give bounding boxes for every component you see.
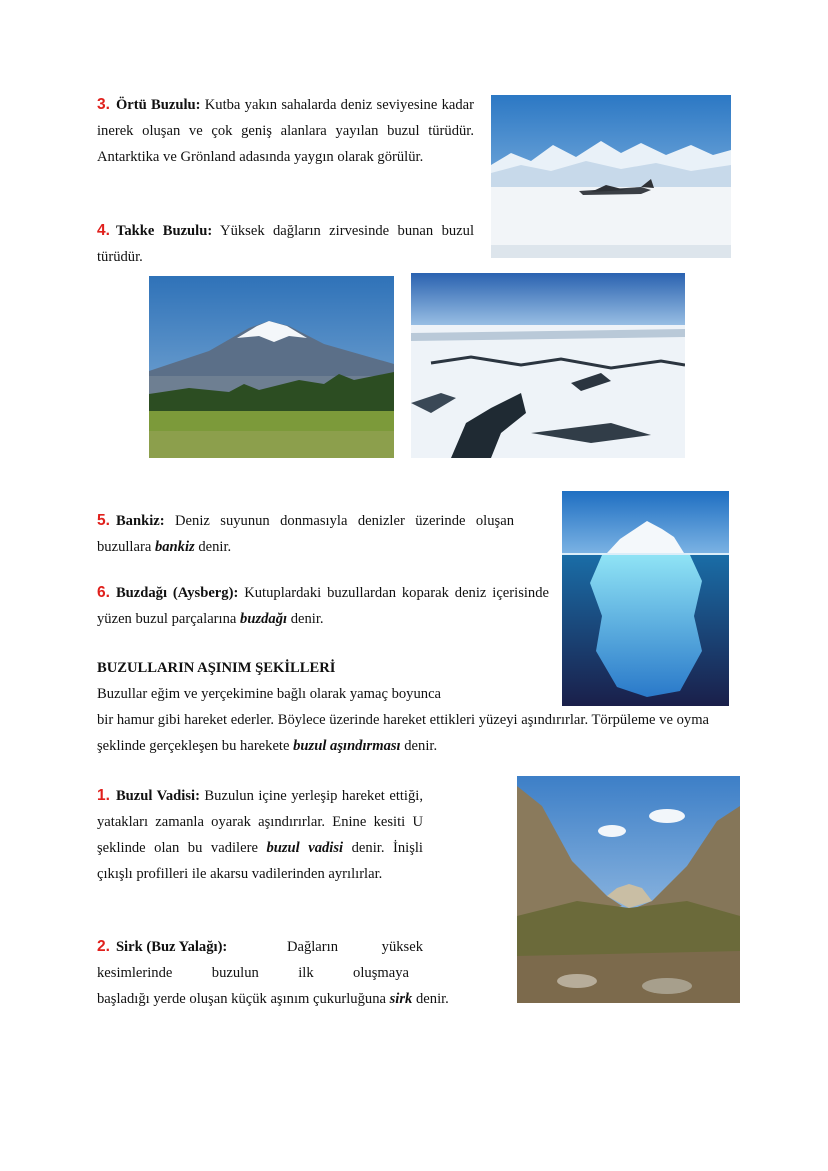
photo-sea-ice <box>411 273 685 458</box>
sirk-word: ilk <box>298 965 314 981</box>
section-term: Buzul Vadisi: <box>115 788 200 804</box>
section-takke-buzulu <box>97 218 474 270</box>
section-term: Bankiz: <box>115 513 165 529</box>
section-text: Deniz suyunun donmasıyla denizler üzerinde oluşan buzullara <box>97 513 514 555</box>
paragraph-line <box>97 733 747 759</box>
section-buzul-vadisi <box>97 783 423 887</box>
section-text: Kutuplardaki buzullardan koparak deniz içerisinde yüzen buzul parçalarına <box>97 585 550 627</box>
section-term: Takke Buzulu: <box>115 223 213 239</box>
section-ortu-buzulu <box>97 92 474 170</box>
section-number: 2. <box>97 938 110 955</box>
paragraph-text: şeklinde gerçekleşen bu harekete <box>97 738 294 754</box>
section-emphasis: bankiz <box>154 539 195 555</box>
photo-ice-sheet-aircraft <box>491 95 731 258</box>
section-emphasis: buzul aşındırması <box>293 738 401 754</box>
section-text-end: denir. <box>194 539 232 555</box>
sirk-line-3 <box>97 986 474 1012</box>
sirk-line-1 <box>97 934 423 960</box>
section-bankiz <box>97 508 514 560</box>
section-text: Kutba yakın sahalarda deniz seviyesine kadar inerek oluşan ve çok geniş alanlara yayılan buzul türüdür. Antarktika ve Grönland adasında yaygın olarak görülür. <box>97 97 474 165</box>
paragraph-line: Buzullar eğim ve yerçekimine bağlı olarak yamaç boyunca <box>97 686 442 702</box>
section-text-end: denir. <box>287 611 324 627</box>
sirk-word: kesimlerinde <box>97 965 173 981</box>
section-text-end: denir. İnişli çıkışlı profilleri ile akarsu vadilerinden ayrılırlar. <box>97 840 423 882</box>
section-heading: BUZULLARIN AŞINIM ŞEKİLLERİ <box>97 660 336 676</box>
section-term: Sirk (Buz Yalağı): <box>115 939 228 955</box>
section-emphasis: buzdağı <box>240 611 288 627</box>
section-asinim <box>97 655 747 759</box>
section-term: Buzdağı (Aysberg): <box>115 585 239 601</box>
section-number: 5. <box>97 512 110 529</box>
paragraph-text-end: denir. <box>400 738 438 754</box>
photo-glacial-valley <box>517 776 740 1003</box>
sirk-word: buzulun <box>211 965 259 981</box>
paragraph-text: başladığı yerde oluşan küçük aşınım çukurluğuna <box>97 991 390 1007</box>
paragraph-line: bir hamur gibi hareket ederler. Böylece üzerinde hareket ettikleri yüzeyi aşındırırlar. Törpüleme ve oyma <box>97 712 710 728</box>
section-emphasis: sirk <box>389 991 413 1007</box>
section-number: 3. <box>97 96 110 113</box>
section-number: 4. <box>97 222 110 239</box>
section-text: Buzulun içine yerleşip hareket ettiği, yatakları zamanla oyarak aşındırırlar. Enine kesiti U şeklinde olan bu vadilere <box>97 788 423 856</box>
paragraph-text-end: denir. <box>412 991 449 1007</box>
photo-ice-cap-mountain <box>149 276 394 458</box>
section-text: Dağların yüksek <box>286 939 423 955</box>
sirk-line-2 <box>97 960 409 986</box>
section-emphasis: buzul vadisi <box>266 840 344 856</box>
section-number: 6. <box>97 584 110 601</box>
sirk-word: oluşmaya <box>353 965 409 981</box>
section-number: 1. <box>97 787 110 804</box>
section-sirk <box>97 934 474 1012</box>
section-buzdagi <box>97 580 549 632</box>
section-term: Örtü Buzulu: <box>115 97 201 113</box>
section-text: Yüksek dağların zirvesinde bunan buzul türüdür. <box>97 223 474 265</box>
